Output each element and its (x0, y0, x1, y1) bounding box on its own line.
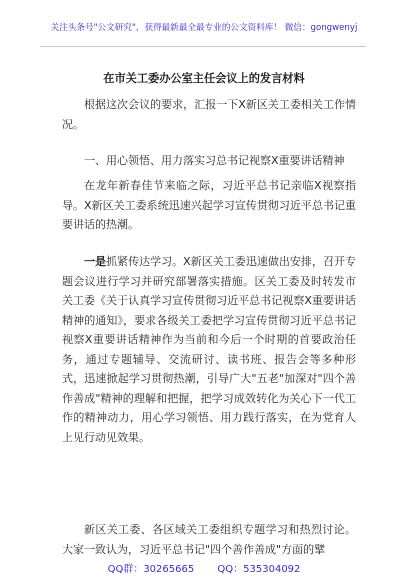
qq-group: QQ群：30265665 (107, 564, 195, 575)
paragraph: 新区关工委、各区域关工委组织专题学习和热烈讨论。大家一致认为，习近平总书记"四个善作善成"方面的擘 (62, 523, 356, 556)
footer-contact (0, 560, 408, 575)
header-note: 关注头条号"公文研究"，获得最新最全最专业的公文资料库！ 微信：gongwenyj (50, 23, 358, 33)
intro-paragraph: 根据这次会议的要求，汇报一下X新区关工委相关工作情况。 (62, 98, 356, 131)
paragraph: 在龙年新春佳节来临之际，习近平总书记亲临X视察指导。X新区关工委系统迅速兴起学习宣传贯彻习近平总书记重要讲话的热潮。 (62, 179, 356, 231)
point-body: 抓紧传达学习。X新区关工委迅速做出安排，召开专题会议进行学习并研究部署落实措施。区关工委及时转发市关工委《关于认真学习宣传贯彻习近平总书记视察X重要讲话精神的通知》，要求各级关工委把学习宣传贯彻习近平总书记视察X重要讲话精神作为当前和今后一个时期的首要政治任务，通过专题辅导、交流研讨、读书班、报告会等多种形式，迅速掀起学习贯彻热潮，引导广大"五老"加深对"四个善作善成"精神的理解和把握，把学习成效转化为关心下一代工作的精神动力，用心学习领悟、用力践行落实，在为党育人上见行动见效果。 (62, 255, 356, 444)
point-lead: 一是 (84, 255, 107, 268)
header-divider (40, 46, 366, 47)
paragraph-first-point (62, 252, 356, 447)
document-title: 在市关工委办公室主任会议上的发言材料 (103, 72, 305, 85)
section-heading: 一、用心领悟、用力落实习总书记视察X重要讲话精神 (84, 154, 345, 167)
qq-number: QQ：535304092 (217, 564, 301, 575)
